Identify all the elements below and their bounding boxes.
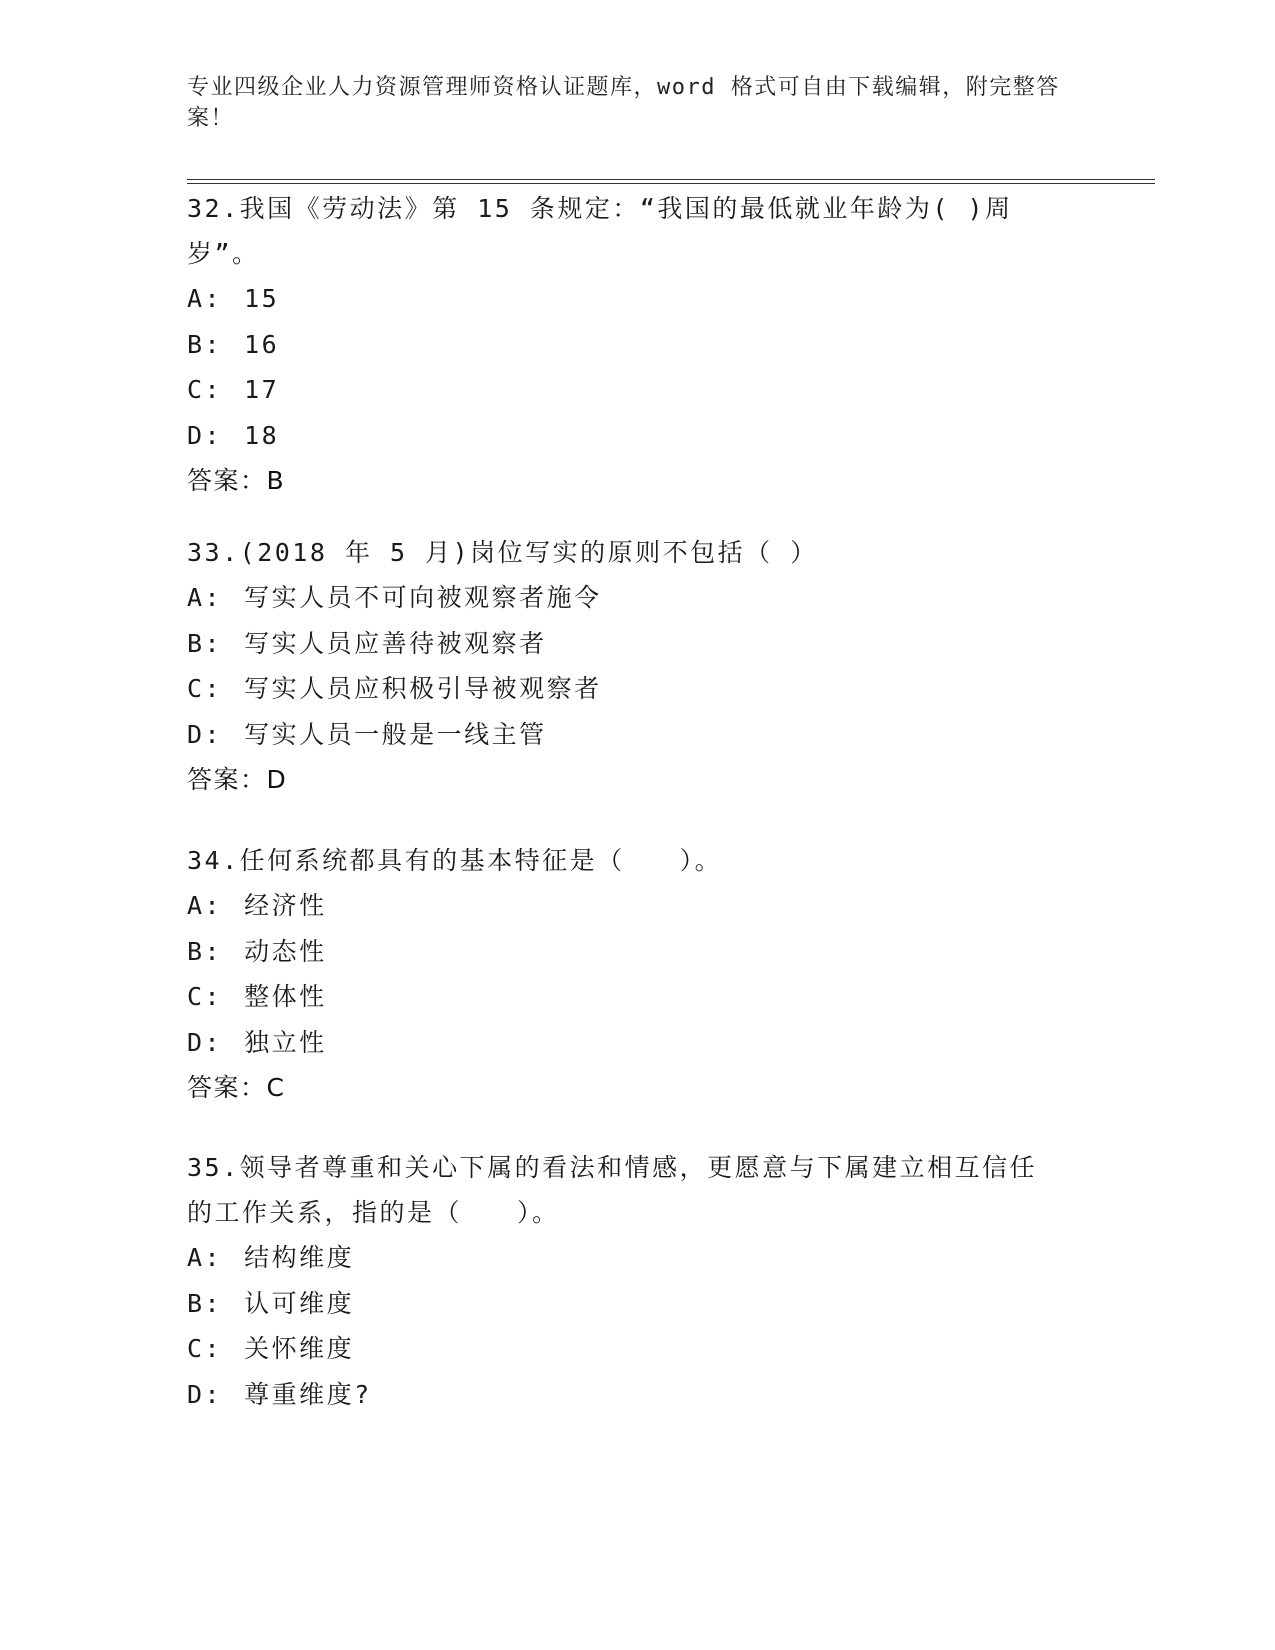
option-a: [187, 575, 1087, 621]
question-35: [187, 1145, 1087, 1417]
option-letter: D:: [187, 1027, 223, 1057]
option-b: [187, 322, 1087, 368]
option-text: 经济性: [244, 891, 327, 920]
option-letter: A:: [187, 284, 223, 313]
option-letter: C:: [187, 674, 223, 703]
option-text: 写实人员一般是一线主管: [244, 719, 547, 749]
question-stem: 34.任何系统都具有的基本特征是（ ）。: [187, 846, 723, 875]
option-letter: B:: [187, 936, 223, 966]
option-b: [187, 1281, 1087, 1327]
option-letter: C:: [187, 982, 223, 1011]
option-letter: C:: [187, 1334, 223, 1363]
question-33: [187, 530, 1087, 802]
option-letter: D:: [187, 719, 223, 749]
question-34: [187, 838, 1087, 1110]
option-text: 写实人员应善待被观察者: [244, 628, 547, 658]
option-text: 认可维度: [244, 1288, 355, 1318]
option-c: [187, 367, 1087, 413]
option-d: [187, 1020, 1087, 1066]
question-32: [187, 186, 1087, 503]
option-a: [187, 883, 1087, 929]
option-text: 写实人员不可向被观察者施令: [244, 583, 602, 612]
option-d: [187, 413, 1087, 459]
option-letter: A:: [187, 891, 223, 920]
option-d: [187, 1372, 1087, 1418]
option-letter: B:: [187, 329, 223, 359]
header-rule-bottom: [187, 183, 1155, 184]
option-a: [187, 276, 1087, 322]
option-c: [187, 974, 1087, 1020]
option-letter: D:: [187, 420, 223, 450]
option-letter: A:: [187, 583, 223, 612]
option-b: [187, 929, 1087, 975]
option-d: [187, 712, 1087, 758]
option-text: 独立性: [244, 1027, 327, 1057]
option-text: 尊重维度?: [244, 1379, 372, 1409]
option-text: 写实人员应积极引导被观察者: [244, 674, 602, 703]
option-text: 动态性: [244, 936, 327, 966]
option-letter: A:: [187, 1243, 223, 1272]
question-stem: 33.(2018 年 5 月)岗位写实的原则不包括（ ）: [187, 538, 818, 567]
document-header: 专业四级企业人力资源管理师资格认证题库，word 格式可自由下载编辑，附完整答案！: [187, 75, 1060, 131]
option-text: 结构维度: [244, 1243, 355, 1272]
option-text: 18: [244, 420, 280, 450]
question-stem: 35.领导者尊重和关心下属的看法和情感，更愿意与下属建立相互信任的工作关系，指的是（ ）。: [187, 1153, 1038, 1227]
option-text: 关怀维度: [244, 1334, 355, 1363]
option-c: [187, 666, 1087, 712]
header-rule-top: [187, 179, 1155, 180]
option-text: 整体性: [244, 982, 327, 1011]
option-text: 17: [244, 375, 280, 404]
answer-label: 答案：B: [187, 466, 286, 495]
question-stem: 32.我国《劳动法》第 15 条规定：“我国的最低就业年龄为( )周岁”。: [187, 194, 1013, 268]
option-letter: B:: [187, 1288, 223, 1318]
option-a: [187, 1235, 1087, 1281]
option-c: [187, 1326, 1087, 1372]
answer-label: 答案：D: [187, 765, 288, 794]
option-text: 16: [244, 329, 280, 359]
option-letter: D:: [187, 1379, 223, 1409]
option-letter: C:: [187, 375, 223, 404]
option-text: 15: [244, 284, 280, 313]
option-b: [187, 621, 1087, 667]
option-letter: B:: [187, 628, 223, 658]
answer-label: 答案：C: [187, 1073, 286, 1102]
